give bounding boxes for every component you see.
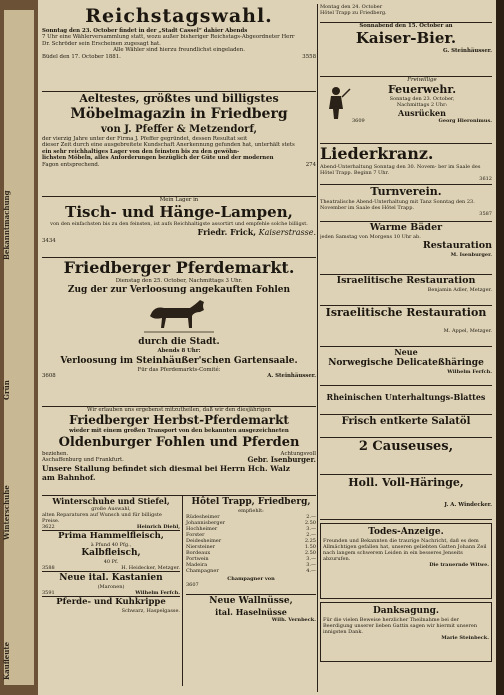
kalb-sub: 40 Pf.	[103, 559, 119, 565]
israel2-sign: M. Appel, Metzger.	[443, 328, 492, 334]
pferdemarkt-title: Friedberger Pferdemarkt.	[63, 258, 295, 277]
moebel-title3: von J. Pfeffer & Metzendorf,	[100, 124, 258, 135]
herbst-line1: Wir erlauben uns ergebenst mitzutheilen, daß wir den diesjährigen	[86, 407, 272, 413]
ad-israel-1	[320, 275, 492, 306]
pferdemarkt-num: 3608	[42, 373, 56, 380]
shoes-title: Winterschuhe und Stiefel,	[52, 496, 170, 506]
trapp-wine-price: 2.25	[304, 538, 316, 544]
herbst-line6: Unsere Stallung befindet sich diesmal bei Herrn Hch. Walz	[42, 463, 290, 473]
shoes-num: 3622	[42, 524, 55, 530]
lampen-line2: von den einfachsten bis zu den feinsten, ist aufs Reichhaltigste assortirt und empfehle solche billigst.	[50, 221, 308, 228]
pferdemarkt-line1: Dienstag den 25. October, Nachmittags 3 Uhr.	[115, 278, 243, 284]
trapp-champ: Champagner von	[227, 576, 275, 582]
reichstag-line3: Dr. Schröder sein Erscheinen zugesagt hat.	[42, 40, 161, 47]
israel-title: Israelitische Restauration	[336, 275, 476, 286]
ad-salatoel	[320, 415, 492, 438]
spine-paper-strip	[4, 10, 34, 685]
feuer-sign: Georg Hieronimus.	[438, 118, 492, 125]
lieder-body: Abend-Unterhaltung Sonntag den 30. Novem- ber im Saale des Hôtel Trapp. Beginn 7 Uhr.	[320, 164, 481, 176]
trapp-wine-name: Hochheimer	[186, 526, 218, 532]
ad-causeuses	[320, 438, 492, 475]
israel-sign: Benjamin Adler, Metzger.	[427, 287, 492, 293]
ad-kaiser-bier	[320, 4, 492, 77]
reichstag-num: 3558	[302, 53, 316, 60]
moebel-title1: Aeltestes, größtes und billigstes	[79, 92, 279, 105]
wall-sign: Wilh. Vernbeck.	[271, 617, 316, 623]
herbst-title: Friedberger Herbst-Pferdemarkt	[69, 413, 289, 428]
trapp-wine-name: Johannisberger	[186, 520, 225, 526]
hammel-num: 3588	[42, 565, 55, 571]
moebel-body1: der vierzig Jahre unter der Firma J. Pfeffer gegründet, dessen Resultat seit	[42, 136, 248, 142]
shoes-sign: Heinrich Diehl,	[136, 524, 180, 530]
trapp-sub: empfiehlt:	[238, 508, 264, 514]
feuer-line5: Ausrücken	[398, 108, 446, 119]
moebel-num: 274	[305, 161, 316, 168]
ad-israel-2	[320, 306, 492, 347]
trapp-wine-name: Forster	[186, 532, 205, 538]
dank-sign: Marie Steinbeck.	[441, 635, 489, 641]
feuer-line4: Nachmittags 2 Uhr:	[396, 102, 448, 109]
norw-neue: Neue	[394, 347, 418, 357]
reichstag-date: Büdel den 17. October 1881.	[42, 53, 121, 60]
lampen-line1: Mein Lager in	[159, 197, 199, 203]
trapp-wine-price: 4.—	[306, 568, 316, 574]
shoes-body: alten Reparaturen auf Wunsch und für billigste Preise.	[42, 512, 162, 524]
trapp-wine-row	[186, 568, 316, 574]
shoes-sub: große Auswahl,	[91, 506, 131, 512]
turn-body: Theatralische Abend-Unterhaltung mit Tanz Sonntag den 23. November im Saale des Hôtel Trapp.	[320, 199, 475, 211]
baeder-body: jeden Samstag von Morgens 10 Uhr ab.	[320, 234, 421, 240]
trapp-wine-price: 2.—	[306, 514, 316, 520]
trapp-wine-name: Portwein	[186, 556, 209, 562]
turn-num: 3587	[479, 211, 492, 217]
kastanien-sub: (Maronen)	[97, 584, 125, 590]
small-ads-left	[42, 496, 183, 686]
pferdemarkt-line4: Abends 8 Uhr:	[157, 348, 201, 355]
herbst-line7: am Bahnhof.	[42, 472, 96, 482]
kaiser-top3: Sonnabend den 15. October an	[320, 22, 492, 29]
feuer-num: 3609	[352, 118, 365, 125]
kaiser-sign: G. Steinhäusser.	[443, 48, 492, 55]
newspaper-page	[38, 0, 496, 695]
reichstag-title: Reichstagswahl.	[85, 5, 273, 27]
reichstag-line2: 7 Uhr eine Wählerversammlung statt, wozu außer bisheriger Reichstags-Abgeordneter Herr	[42, 34, 295, 41]
herbst-title2: Oldenburger Fohlen und Pferden	[58, 434, 300, 450]
ad-moebelmagazin	[42, 92, 316, 197]
krippe-title: Pferde- und Kuhkrippe	[56, 597, 166, 607]
wall-title: Neue Wallnüsse,	[209, 596, 293, 606]
moebel-body4: lichsten Möbeln, alles Anforderungen bezüglich der Güte und der modernen	[42, 155, 274, 162]
trapp-num: 3607	[186, 582, 199, 588]
hammel-sub: à Pfund 40 Pfg.,	[90, 542, 132, 548]
rest-sign: M. Isenburger.	[450, 252, 492, 258]
moebel-body5: Fagon entsprechend.	[42, 161, 100, 168]
horse-illustration	[144, 298, 214, 336]
spine-text-3: Winterschuhe	[2, 485, 11, 540]
reichstag-line4: Alle Wähler sind hierzu freundlichst eingeladen.	[113, 47, 245, 54]
wall-sub: ital. Haselnüsse	[215, 607, 287, 617]
israel2-title: Israelitische Restauration	[325, 306, 487, 319]
herbst-line5: Achtungsvoll	[280, 450, 316, 457]
firefighter-icon	[320, 85, 352, 121]
left-column	[42, 4, 316, 686]
ad-norwegische	[320, 347, 492, 386]
kaiser-top1: Montag den 24. October	[320, 4, 383, 10]
ad-turnverein	[320, 185, 492, 222]
ad-holl-haeringe	[320, 475, 492, 520]
spine-text-2: Grün	[2, 380, 11, 400]
lampen-title: Tisch- und Hänge-Lampen,	[65, 203, 293, 222]
feuer-line3: Sonntag den 23. October,	[389, 96, 455, 103]
reichstag-line1: Sonntag den 23. October findet in der „Stadt Cassel“ dahier Abends	[42, 28, 248, 34]
caus-title: 2 Causeuses,	[358, 439, 454, 454]
pferdemarkt-sign: A. Steinhäusser.	[267, 373, 316, 380]
pferdemarkt-line2: Zug der zur Verloosung angekauften Fohlen	[67, 285, 291, 296]
spine-text-4: Kaufleute	[2, 641, 11, 680]
column-rule	[317, 4, 318, 692]
feuer-title: Feuerwehr.	[387, 83, 457, 97]
trapp-wine-name: Deidesheimer	[186, 538, 222, 544]
trapp-wine-price: 2.50	[304, 520, 316, 526]
moebel-body3: ein sehr reichhaltiges Lager von den feinsten bis zu den gewöhn-	[42, 148, 240, 155]
trapp-wine-name: Bordeaux	[186, 550, 211, 556]
rhein-title: Rheinischen Unterhaltungs-Blattes	[326, 392, 486, 402]
trapp-wine-name: Rüdesheimer	[186, 514, 220, 520]
ad-feuerwehr	[320, 77, 492, 144]
krippe-sign: Schwarz, Haspelgasse.	[121, 608, 180, 614]
holl-sign: J. A. Windecker.	[444, 502, 492, 508]
trapp-wine-price: 3.—	[306, 556, 316, 562]
herbst-sign: Gebr. Isenburger.	[247, 455, 316, 465]
ad-lampen	[42, 197, 316, 258]
ad-reichstagswahl	[42, 4, 316, 92]
kastanien-title: Neue ital. Kastanien	[59, 573, 163, 583]
trapp-wine-price: 2.—	[306, 532, 316, 538]
pferdemarkt-line5: Verloosung im Steinhäußer'schen Gartensaale.	[60, 355, 298, 366]
lampen-num: 3434	[42, 238, 56, 245]
trapp-wine-price: 3.—	[306, 526, 316, 532]
kaiser-top2: Hôtel Trapp zu Friedberg.	[320, 10, 387, 16]
trapp-title: Hôtel Trapp, Friedberg,	[191, 497, 311, 507]
kastanien-sign: Wilhelm Ferfch.	[135, 590, 180, 596]
norw-title: Norwegische Delicateßhäringe	[328, 358, 484, 368]
trapp-wine-name: Niersteiner	[186, 544, 216, 550]
small-ads-row	[42, 496, 316, 686]
baeder-title: Warme Bäder	[369, 222, 443, 233]
trapp-wine-price: 2.50	[304, 550, 316, 556]
ad-danksagung	[320, 602, 492, 662]
ad-liederkranz	[320, 144, 492, 185]
herbst-line2: wieder mit einem großen Transport von den bekannten ausgezeichneten	[69, 428, 289, 435]
ad-todes-anzeige	[320, 523, 492, 599]
trapp-wine-list	[186, 514, 316, 574]
hammel-title: Prima Hammelfleisch,	[58, 531, 164, 541]
dank-title: Danksagung.	[372, 606, 440, 616]
lampen-sign2: Kaiserstrasse.	[258, 228, 316, 238]
lampen-sign: Friedr. Frick,	[197, 227, 257, 238]
todes-sign: Die trauernde Witwe.	[429, 562, 489, 568]
rest-title: Restauration	[422, 240, 492, 251]
frisch-title: Frisch entkerte Salatöl	[341, 416, 471, 427]
herbst-line4: Aschaffenburg und Frankfurt.	[42, 457, 124, 464]
pferdemarkt-line6: Für das Pferdemarkts-Comité:	[137, 366, 221, 373]
trapp-wine-name: Champagner	[186, 568, 219, 574]
ad-pferdemarkt	[42, 258, 316, 407]
trapp-wine-price: 1.50	[304, 544, 316, 550]
lieder-num: 3612	[479, 176, 492, 182]
moebel-body2: dieser Zeit durch eine ausgebreitete Kundschaft Anerkennung gefunden hat, unterhält stets	[42, 142, 295, 149]
trapp-wine-name: Madeira	[186, 562, 208, 568]
holl-title: Holl. Voll-Häringe,	[348, 476, 464, 489]
pferdemarkt-line3: durch die Stadt.	[138, 337, 220, 348]
ad-baeder-restauration	[320, 222, 492, 275]
trapp-wine-price: 3.—	[306, 562, 316, 568]
moebel-title2: Möbelmagazin in Friedberg	[70, 106, 288, 122]
ad-herbst-pferdemarkt	[42, 407, 316, 496]
hammel-sign: H. Heidecker, Metzger.	[121, 565, 180, 571]
kaiser-title: Kaiser-Bier.	[355, 29, 457, 48]
dank-body: Für die vielen Beweise herzlicher Theilnahme bei der Beerdigung unserer lieben Gattin sagen wir hiermit unseren innigsten Dank.	[323, 617, 478, 635]
ad-hotel-trapp	[183, 496, 316, 686]
todes-title: Todes-Anzeige.	[368, 527, 444, 537]
feuer-line1: Freiwillige	[407, 77, 437, 83]
lieder-title: Liederkranz.	[320, 144, 434, 163]
kalb-title: Kalbfleisch,	[81, 548, 141, 558]
ad-rheinisch	[320, 386, 492, 415]
todes-body: Freunden und Bekannten die traurige Nachricht, daß es dem Allmächtigen gefallen hat, unseren geliebten Gatten Johann Zeil nach langem schwerem Leiden in ein besseres Jenseits abzurufen.	[323, 538, 487, 562]
norw-sign: Wilhelm Ferfch.	[447, 369, 492, 375]
turn-title: Turnverein.	[370, 185, 442, 198]
book-edge	[496, 0, 504, 695]
book-spine	[0, 0, 38, 695]
spine-text-1: Bekanntmachung	[2, 190, 11, 260]
kastanien-num: 3591	[42, 590, 55, 596]
right-column	[320, 4, 492, 662]
herbst-line3: beziehen.	[42, 450, 69, 457]
